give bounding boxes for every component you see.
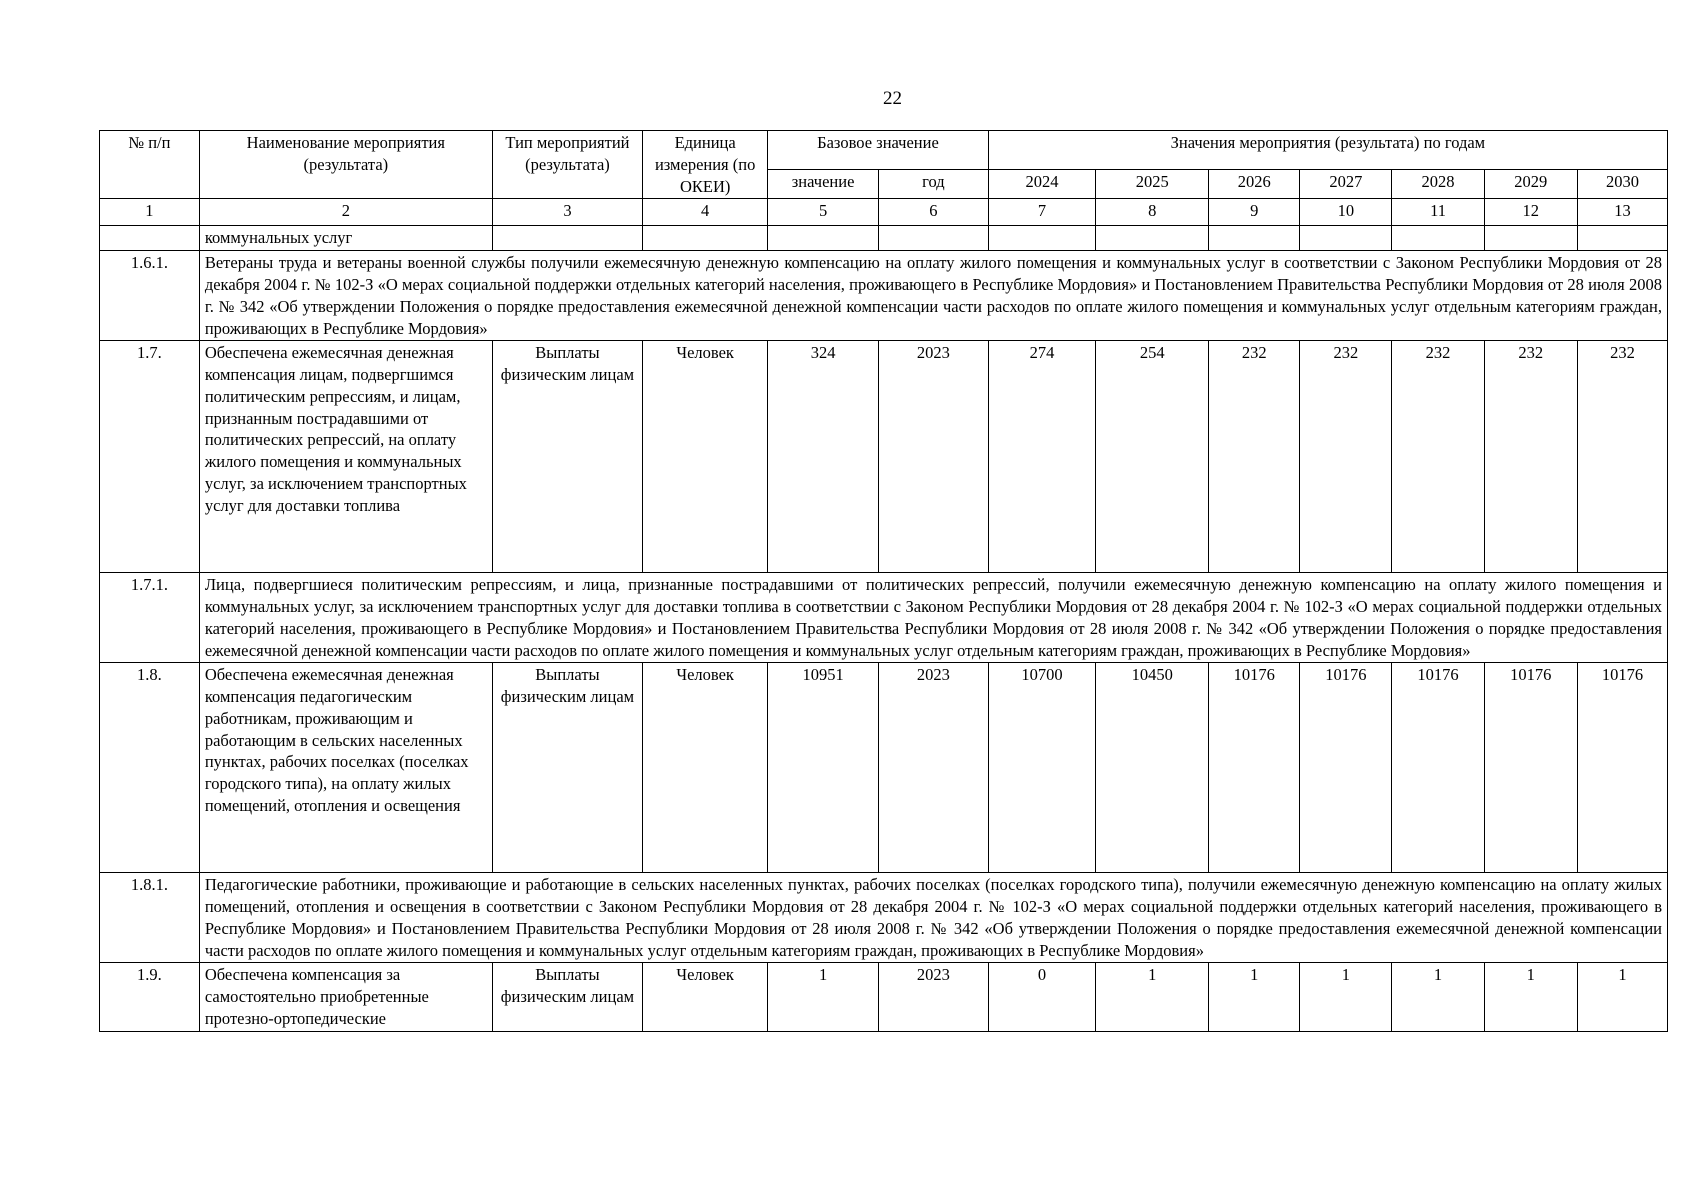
page-number: 22 <box>883 88 902 109</box>
row-base-year: 2023 <box>879 341 989 573</box>
row-value-2025: 254 <box>1096 341 1209 573</box>
header-row-1 <box>100 131 1668 170</box>
row-value-2030: 232 <box>1577 341 1667 573</box>
column-number: 12 <box>1484 199 1577 226</box>
row-value-2027: 1 <box>1300 963 1392 1031</box>
header-name: Наименование мероприятия (результата) <box>199 131 492 199</box>
column-number: 13 <box>1577 199 1667 226</box>
row-number: 1.6.1. <box>100 251 200 341</box>
row-value-2027: 10176 <box>1300 663 1392 873</box>
row-number: 1.7.1. <box>100 573 200 663</box>
row-value-2025: 10450 <box>1096 663 1209 873</box>
header-year: 2027 <box>1300 170 1392 199</box>
row-base-value: 324 <box>768 341 879 573</box>
row-value-2029: 10176 <box>1484 663 1577 873</box>
header-unit: Единица измерения (по ОКЕИ) <box>643 131 768 199</box>
row-type: Выплаты физическим лицам <box>492 963 642 1031</box>
row-unit: Человек <box>643 341 768 573</box>
numbering-row <box>100 199 1668 226</box>
row-value-2028: 10176 <box>1392 663 1484 873</box>
row-value-2026: 1 <box>1209 963 1300 1031</box>
column-number: 8 <box>1096 199 1209 226</box>
row-value-2024: 0 <box>988 963 1096 1031</box>
column-number: 10 <box>1300 199 1392 226</box>
row-type: Выплаты физическим лицам <box>492 341 642 573</box>
row-value-2030: 10176 <box>1577 663 1667 873</box>
header-years: Значения мероприятия (результата) по годам <box>988 131 1667 170</box>
header-type: Тип мероприятий (результата) <box>492 131 642 199</box>
row-unit: Человек <box>643 663 768 873</box>
row-number: 1.8.1. <box>100 873 200 963</box>
measures-table <box>99 130 1668 1032</box>
row-value-2024: 10700 <box>988 663 1096 873</box>
row-number: 1.7. <box>100 341 200 573</box>
header-base: Базовое значение <box>768 131 989 170</box>
column-number: 11 <box>1392 199 1484 226</box>
row-type: Выплаты физическим лицам <box>492 663 642 873</box>
row-value-2024: 274 <box>988 341 1096 573</box>
header-year: 2026 <box>1209 170 1300 199</box>
header-year: 2024 <box>988 170 1096 199</box>
row-base-value: 1 <box>768 963 879 1031</box>
row-value-2029: 1 <box>1484 963 1577 1031</box>
column-number: 7 <box>988 199 1096 226</box>
header-base-value: значение <box>768 170 879 199</box>
row-description: Ветераны труда и ветераны военной службы получили ежемесячную денежную компенсацию на оплату жилого помещения и коммунальных услуг в соответствии с Законом Республики Мордовия от 28 декабря 2004 г. № 102-З «О мерах социальной поддержки отдельных категорий населения, проживающего в Республике Мордовия» и Постановлением Правительства Республики Мордовия от 28 июля 2008 г. № 342 «Об утверждении Положения о порядке предоставления ежемесячной денежной компенсации части расходов по оплате жилого помещения и коммунальных услуг отдельным категориям граждан, проживающих в Республике Мордовия» <box>199 251 1667 341</box>
row-number: 1.9. <box>100 963 200 1031</box>
table-row-1-7-1 <box>100 573 1668 663</box>
row-name: Обеспечена компенсация за самостоятельно приобретенные протезно-ортопедические <box>199 963 492 1031</box>
table-row-1-7 <box>100 341 1668 573</box>
column-number: 5 <box>768 199 879 226</box>
row-value-2025: 1 <box>1096 963 1209 1031</box>
row-name: Обеспечена ежемесячная денежная компенсация педагогическим работникам, проживающим и работающим в сельских населенных пунктах, рабочих поселках (поселках городского типа), на оплату жилых помещений, отопления и освещения <box>199 663 492 873</box>
row-description: Лица, подвергшиеся политическим репрессиям, и лица, признанные пострадавшими от политических репрессий, получили ежемесячную денежную компенсацию на оплату жилого помещения и коммунальных услуг, за исключением транспортных услуг для доставки топлива в соответствии с Законом Республики Мордовия от 28 декабря 2004 г. № 102-З «О мерах социальной поддержки отдельных категорий населения, проживающего в Республике Мордовия» и Постановлением Правительства Республики Мордовия от 28 июля 2008 г. № 342 «Об утверждении Положения о порядке предоставления ежемесячной денежной компенсации части расходов по оплате жилого помещения и коммунальных услуг отдельным категориям граждан, проживающих в Республике Мордовия» <box>199 573 1667 663</box>
column-number: 3 <box>492 199 642 226</box>
row-value-2026: 232 <box>1209 341 1300 573</box>
row-base-value: 10951 <box>768 663 879 873</box>
row-value-2028: 1 <box>1392 963 1484 1031</box>
column-number: 1 <box>100 199 200 226</box>
header-year: 2028 <box>1392 170 1484 199</box>
row-value-2026: 10176 <box>1209 663 1300 873</box>
row-number: 1.8. <box>100 663 200 873</box>
table-row-1-8 <box>100 663 1668 873</box>
continuation-text: коммунальных услуг <box>199 226 492 251</box>
header-year: 2030 <box>1577 170 1667 199</box>
table-row-1-9 <box>100 963 1668 1031</box>
header-year: 2029 <box>1484 170 1577 199</box>
header-year: 2025 <box>1096 170 1209 199</box>
row-base-year: 2023 <box>879 963 989 1031</box>
table-row-1-8-1 <box>100 873 1668 963</box>
row-description: Педагогические работники, проживающие и работающие в сельских населенных пунктах, рабочих поселках (поселках городского типа), получили ежемесячную денежную компенсацию на оплату жилых помещений, отопления и освещения в соответствии с Законом Республики Мордовия от 28 декабря 2004 г. № 102-З «О мерах социальной поддержки отдельных категорий населения, проживающего в Республике Мордовия» и Постановлением Правительства Республики Мордовия от 28 июля 2008 г. № 342 «Об утверждении Положения о порядке предоставления ежемесячной денежной компенсации части расходов по оплате жилого помещения и коммунальных услуг отдельным категориям граждан, проживающих в Республике Мордовия» <box>199 873 1667 963</box>
header-base-year: год <box>879 170 989 199</box>
row-value-2027: 232 <box>1300 341 1392 573</box>
row-value-2028: 232 <box>1392 341 1484 573</box>
header-num: № п/п <box>100 131 200 199</box>
row-name: Обеспечена ежемесячная денежная компенсация лицам, подвергшимся политическим репрессиям, и лицам, признанным пострадавшими от политических репрессий, на оплату жилого помещения и коммунальных услуг, за исключением транспортных услуг для доставки топлива <box>199 341 492 573</box>
column-number: 2 <box>199 199 492 226</box>
row-unit: Человек <box>643 963 768 1031</box>
table-row-continuation <box>100 226 1668 251</box>
row-base-year: 2023 <box>879 663 989 873</box>
column-number: 9 <box>1209 199 1300 226</box>
row-value-2030: 1 <box>1577 963 1667 1031</box>
table-row-1-6-1 <box>100 251 1668 341</box>
column-number: 4 <box>643 199 768 226</box>
row-value-2029: 232 <box>1484 341 1577 573</box>
column-number: 6 <box>879 199 989 226</box>
